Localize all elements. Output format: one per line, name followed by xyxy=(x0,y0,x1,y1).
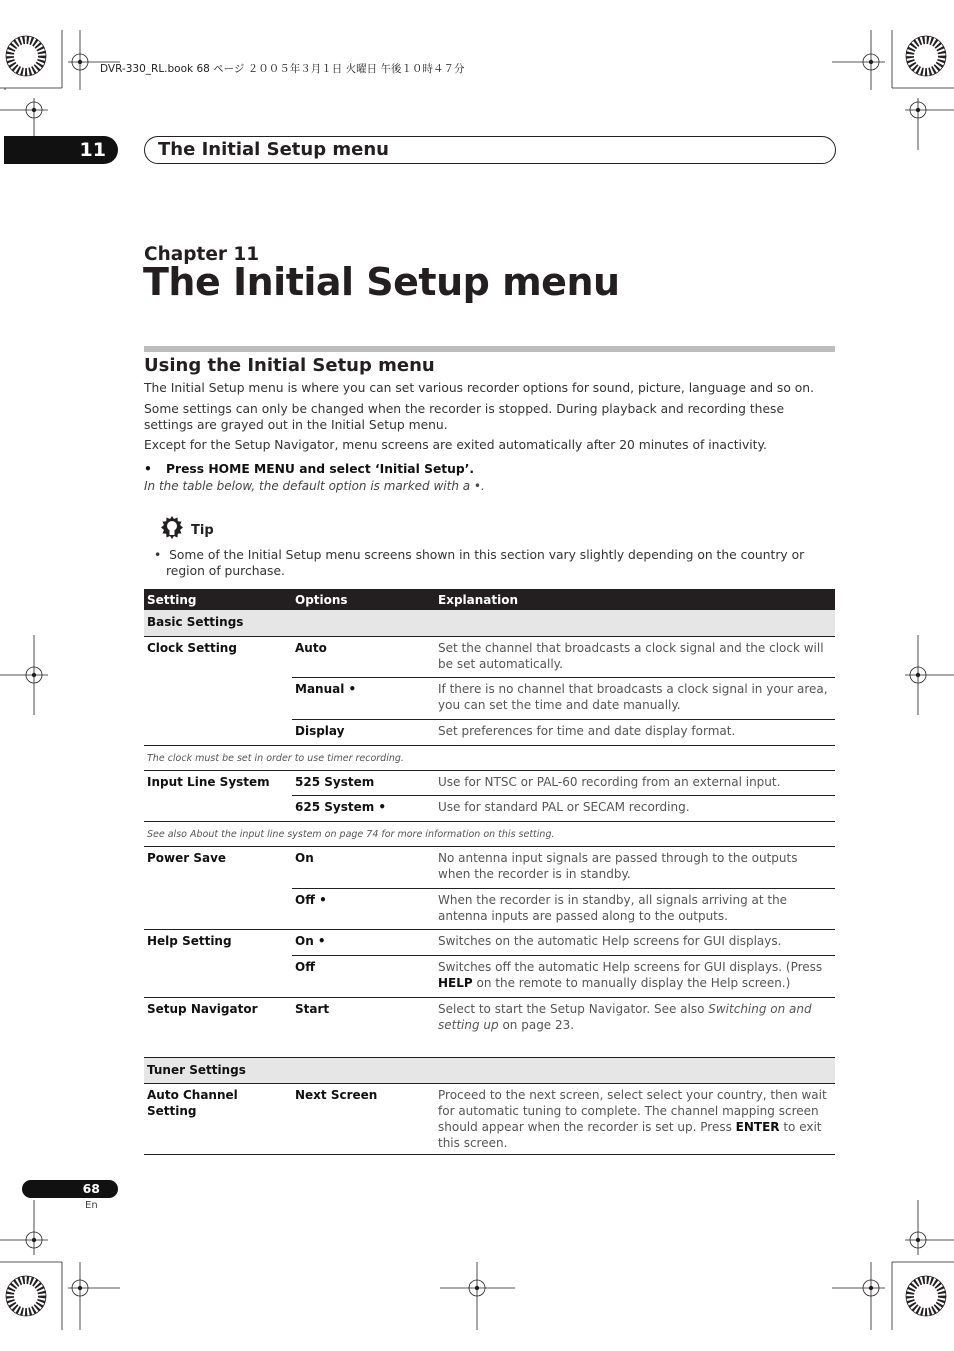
explanation-next-screen xyxy=(435,1083,835,1154)
section-title: Using the Initial Setup menu xyxy=(144,355,435,376)
group-row-basic xyxy=(144,610,835,636)
group-tuner-settings: Tuner Settings xyxy=(144,1057,835,1083)
explanation-text: to exit this screen. xyxy=(438,1119,822,1150)
explanation-help-off xyxy=(435,955,835,997)
option-manual: Manual • xyxy=(292,677,435,719)
explanation-text: on page 23. xyxy=(498,1017,575,1032)
tip-label: Tip xyxy=(191,523,214,538)
table-header-row xyxy=(144,589,835,610)
explanation-text: Proceed to the next screen, select select your country, then wait for automatic tuning to complete. The channel mapping screen should appear when the recorder is set up. Press xyxy=(438,1087,827,1134)
explanation-625: Use for standard PAL or SECAM recording. xyxy=(435,795,835,821)
empty-cell xyxy=(144,955,292,997)
enter-key: ENTER xyxy=(735,1119,780,1134)
explanation-auto: Set the channel that broadcasts a clock signal and the clock will be set automatically. xyxy=(438,640,824,671)
group-row-tuner xyxy=(144,1057,835,1083)
explanation-display: Set preferences for time and date display format. xyxy=(435,719,835,745)
table-row xyxy=(144,677,835,719)
setting-setup-navigator: Setup Navigator xyxy=(144,997,292,1057)
option-power-on: On xyxy=(295,850,314,865)
explanation-power-off: When the recorder is in standby, all signals arriving at the antenna inputs are passed along to the outputs. xyxy=(435,888,835,929)
table-row xyxy=(144,770,835,795)
explanation-power-on: No antenna input signals are passed through to the outputs when the recorder is in standby. xyxy=(438,850,798,881)
table-row xyxy=(144,929,835,955)
section-rule xyxy=(144,346,835,352)
empty-cell xyxy=(144,719,292,745)
header-options: Options xyxy=(292,589,435,610)
empty-cell xyxy=(144,677,292,719)
table-row xyxy=(144,636,835,677)
option-start: Start xyxy=(292,997,435,1057)
explanation-help-on: Switches on the automatic Help screens for GUI displays. xyxy=(435,929,835,955)
table-row xyxy=(144,997,835,1057)
option-525: 525 System xyxy=(295,774,375,789)
page-number: 68 xyxy=(22,1180,118,1198)
setting-auto-channel: Auto Channel Setting xyxy=(144,1083,292,1154)
settings-table xyxy=(144,589,835,1155)
explanation-text: on the remote to manually display the Help screen.) xyxy=(472,975,791,990)
explanation-text: Switches off the automatic Help screens for GUI displays. (Press xyxy=(438,959,823,974)
paragraph-intro: The Initial Setup menu is where you can set various recorder options for sound, picture, language and so on. xyxy=(144,381,814,395)
clock-note: The clock must be set in order to use timer recording. xyxy=(144,745,835,770)
option-625: 625 System • xyxy=(292,795,435,821)
option-help-on: On • xyxy=(292,929,435,955)
option-power-off: Off • xyxy=(292,888,435,929)
page-language: En xyxy=(85,1200,98,1211)
step-instruction xyxy=(144,462,474,476)
group-basic-settings: Basic Settings xyxy=(144,610,835,636)
chapter-tab: 11 xyxy=(4,136,118,164)
tip-text xyxy=(154,547,836,579)
header-explanation: Explanation xyxy=(435,589,835,610)
option-display: Display xyxy=(292,719,435,745)
option-help-off: Off xyxy=(292,955,435,997)
table-row xyxy=(144,955,835,997)
option-auto: Auto xyxy=(295,640,327,655)
chapter-title: The Initial Setup menu xyxy=(143,260,620,304)
step-text: Press HOME MENU and select ‘Initial Setup’. xyxy=(166,462,475,476)
chapter-label: Chapter 11 xyxy=(144,244,260,265)
setting-help: Help Setting xyxy=(144,929,292,955)
help-key: HELP xyxy=(438,975,473,990)
cross-reference: Switching on and setting up xyxy=(438,1001,812,1032)
header-setting: Setting xyxy=(144,589,292,610)
file-header: DVR-330_RL.book 68 ページ ２００５年３月１日 火曜日 午後１０時４７分 xyxy=(100,63,465,75)
input-note: See also About the input line system on page 74 for more information on this setting. xyxy=(144,821,835,846)
running-head: The Initial Setup menu xyxy=(144,136,836,164)
empty-cell xyxy=(144,888,292,929)
explanation-start xyxy=(435,997,835,1057)
setting-power-save: Power Save xyxy=(147,850,227,865)
empty-cell xyxy=(144,795,292,821)
option-next-screen: Next Screen xyxy=(292,1083,435,1154)
table-row xyxy=(144,719,835,745)
setting-clock: Clock Setting xyxy=(147,640,237,655)
explanation-manual: If there is no channel that broadcasts a clock signal in your area, you can set the time and date manually. xyxy=(435,677,835,719)
table-row xyxy=(144,795,835,821)
setting-input-line-system: Input Line System xyxy=(147,774,270,789)
table-row xyxy=(144,846,835,888)
table-row xyxy=(144,1083,835,1154)
paragraph-timeout: Except for the Setup Navigator, menu screens are exited automatically after 20 minutes of inactivity. xyxy=(144,438,767,452)
note-row xyxy=(144,821,835,846)
tip-body: Some of the Initial Setup menu screens shown in this section vary slightly depending on the country or region of purchase. xyxy=(166,548,805,578)
tip-bullet: • xyxy=(154,548,162,562)
paragraph-grayed: Some settings can only be changed when the recorder is stopped. During playback and recording these settings are grayed out in the Initial Setup menu. xyxy=(144,402,785,432)
default-option-note: In the table below, the default option is marked with a •. xyxy=(144,479,485,493)
table-row xyxy=(144,888,835,929)
note-row xyxy=(144,745,835,770)
explanation-525: Use for NTSC or PAL-60 recording from an external input. xyxy=(438,774,781,789)
step-bullet: • xyxy=(144,462,152,476)
lightbulb-icon xyxy=(158,514,186,542)
explanation-text: Select to start the Setup Navigator. See also xyxy=(438,1001,709,1016)
